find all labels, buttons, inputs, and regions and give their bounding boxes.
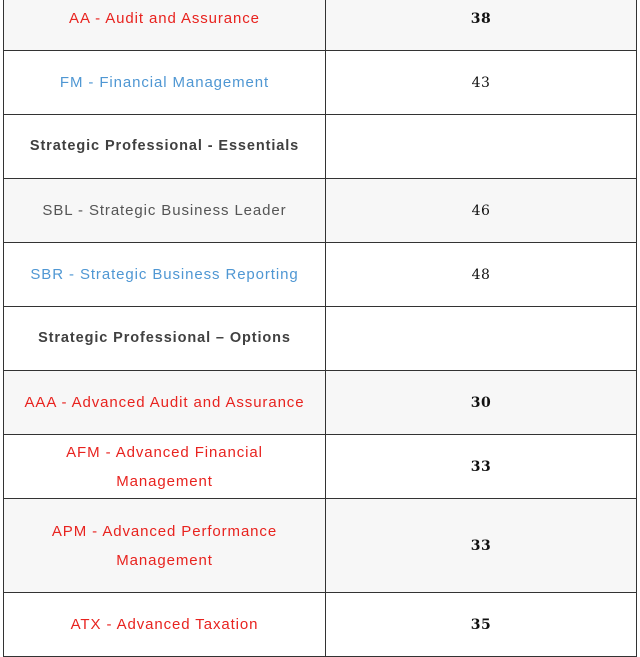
course-name: SBR - Strategic Business Reporting (4, 243, 326, 307)
table-row (4, 51, 637, 115)
exam-pass-rate-table (3, 0, 637, 657)
course-value: 33 (326, 499, 637, 593)
course-name: ATX - Advanced Taxation (4, 593, 326, 657)
section-heading-row (4, 115, 637, 179)
course-value: 35 (326, 593, 637, 657)
course-name: FM - Financial Management (4, 51, 326, 115)
course-value: 48 (326, 243, 637, 307)
section-heading: Strategic Professional - Essentials (4, 115, 326, 179)
course-value: 30 (326, 371, 637, 435)
table-row (4, 243, 637, 307)
course-name: SBL - Strategic Business Leader (4, 179, 326, 243)
table-row (4, 499, 637, 593)
table-row (4, 593, 637, 657)
course-value: 38 (326, 0, 637, 51)
course-name: APM - Advanced Performance Management (4, 499, 326, 593)
course-name: AA - Audit and Assurance (4, 0, 326, 51)
course-name: AFM - Advanced Financial Management (4, 435, 326, 499)
table-row (4, 371, 637, 435)
course-value: 43 (326, 51, 637, 115)
table-row (4, 179, 637, 243)
course-value: 33 (326, 435, 637, 499)
section-heading-value (326, 307, 637, 371)
section-heading: Strategic Professional – Options (4, 307, 326, 371)
section-heading-value (326, 115, 637, 179)
course-value: 46 (326, 179, 637, 243)
section-heading-row (4, 307, 637, 371)
table-row (4, 435, 637, 499)
course-name: AAA - Advanced Audit and Assurance (4, 371, 326, 435)
table-row (4, 0, 637, 51)
